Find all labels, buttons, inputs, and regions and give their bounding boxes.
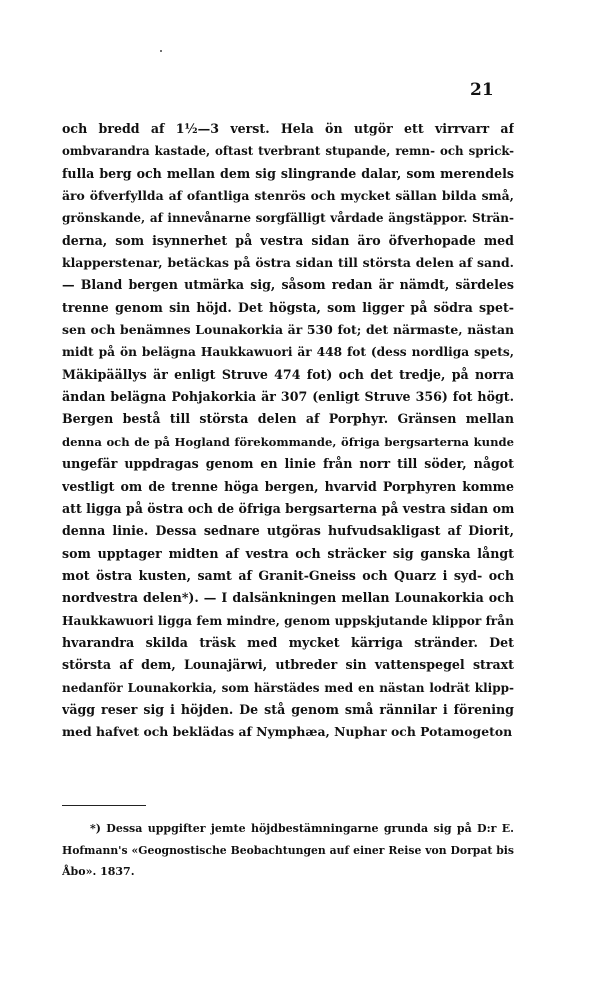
footnote-line: Åbo». 1837.: [62, 865, 135, 878]
text-line: ändan belägna Pohjakorkia är 307 (enligt Struve 356) fot högt.: [62, 389, 514, 405]
text-line: vestligt om de trenne höga bergen, hvarvid Porphyren komme: [62, 478, 514, 494]
footnote-line: *) Dessa uppgifter jemte höjdbestämningarne grunda sig på D:r E.: [90, 822, 514, 835]
text-line: fulla berg och mellan dem sig slingrande dalar, som merendels: [62, 165, 514, 181]
text-line: trenne genom sin höjd. Det högsta, som ligger på södra spet-: [62, 299, 514, 315]
page-number: 21: [470, 80, 494, 100]
text-line: — Bland bergen utmärka sig, såsom redan är nämdt, särdeles: [62, 277, 514, 293]
text-line: ombvarandra kastade, oftast tverbrant stupande, remn- och sprick-: [62, 144, 514, 159]
text-line: Bergen bestå till största delen af Porphyr. Gränsen mellan: [62, 411, 514, 427]
text-line: mot östra kusten, samt af Granit-Gneiss och Quarz i syd- och: [62, 567, 514, 583]
text-line: denna linie. Dessa sednare utgöras hufvudsakligast af Diorit,: [62, 523, 514, 539]
body-text: [62, 118, 514, 744]
text-line: midt på ön belägna Haukkawuori är 448 fot (dess nordliga spets,: [62, 345, 514, 360]
text-line: klapperstenar, betäckas på östra sidan till största delen af sand.: [62, 255, 514, 271]
text-line: nedanför Lounakorkia, som härstädes med en nästan lodrät klipp-: [62, 680, 514, 695]
text-line: grönskande, af innevånarne sorgfälligt vårdade ängstäppor. Strän-: [62, 211, 514, 226]
footnote-rule: [62, 805, 146, 806]
text-line: denna och de på Hogland förekommande, öfriga bergsarterna kunde: [62, 434, 514, 449]
text-line: med hafvet och beklädas af Nymphæa, Nuphar och Potamogeton: [62, 724, 513, 740]
footnote-line: Hofmann's «Geognostische Beobachtungen auf einer Reise von Dorpat bis: [62, 843, 514, 857]
text-line: sen och benämnes Lounakorkia är 530 fot; det närmaste, nästan: [62, 322, 514, 338]
text-line: hvarandra skilda träsk med mycket kärriga stränder. Det: [62, 634, 514, 650]
print-speck: [160, 50, 162, 52]
text-line: nordvestra delen*). — I dalsänkningen mellan Lounakorkia och: [62, 590, 514, 606]
text-line: ungefär uppdragas genom en linie från norr till söder, något: [62, 456, 514, 472]
footnote: [62, 818, 514, 883]
text-line: vägg reser sig i höjden. De stå genom små rännilar i förening: [62, 701, 514, 717]
text-line: som upptager midten af vestra och sträcker sig ganska långt: [62, 545, 514, 561]
text-line: och bredd af 1½—3 verst. Hela ön utgör ett virrvarr af: [62, 121, 514, 136]
text-line: äro öfverfyllda af ofantliga stenrös och mycket sällan bilda små,: [62, 188, 514, 204]
text-line: derna, som isynnerhet på vestra sidan äro öfverhopade med: [62, 232, 514, 248]
text-line: Mäkipäällys är enligt Struve 474 fot) och det tredje, på norra: [62, 366, 514, 382]
text-line: största af dem, Lounajärwi, utbreder sin vattenspegel straxt: [62, 657, 514, 673]
text-line: att ligga på östra och de öfriga bergsarterna på vestra sidan om: [62, 500, 514, 516]
text-line: Haukkawuori ligga fem mindre, genom uppskjutande klippor från: [62, 613, 514, 628]
